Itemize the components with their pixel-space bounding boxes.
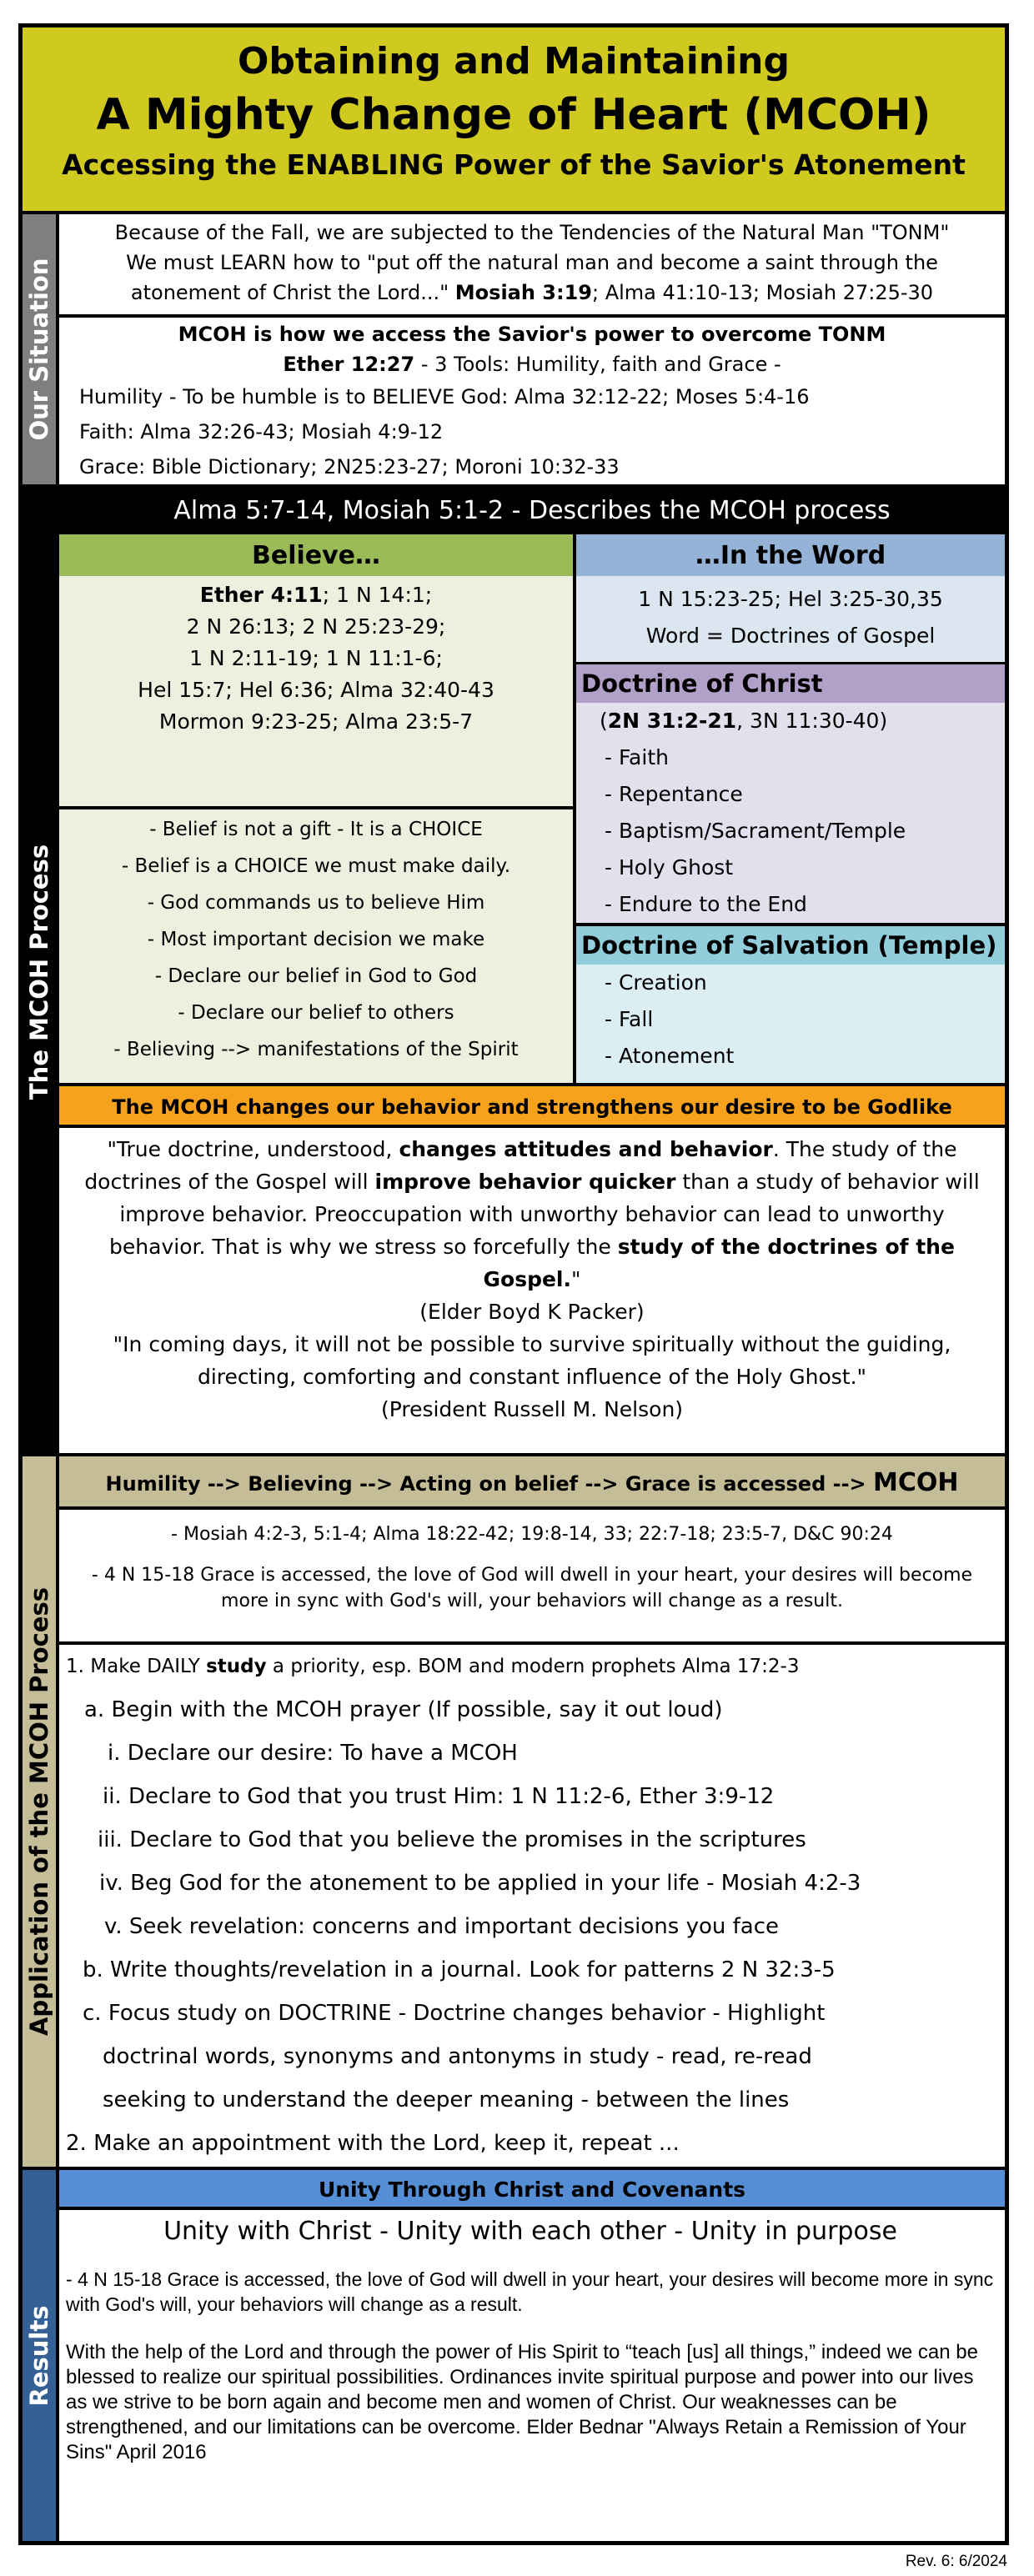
packer-attribution: (Elder Boyd K Packer) bbox=[419, 1300, 645, 1324]
step-c-line1: c. Focus study on DOCTRINE - Doctrine changes behavior - Highlight bbox=[83, 2001, 826, 2026]
faith-line: Faith: Alma 32:26-43; Mosiah 4:9-12 bbox=[79, 420, 444, 444]
bednar-quote: With the help of the Lord and through the power of His Spirit to “teach [us] all things,” indeed we can be blessed to realize our spiritual possibilities. Ordinances invite spiritual purpose and power into our lives as we strive to be born again and become men and women of Christ. Our weaknesses can be strengthened, and our limitations can be overcome. Elder Bednar "Always Retain a Remission of Your Sins" April 2016 bbox=[66, 2341, 978, 2463]
believe-header: Believe… bbox=[59, 534, 573, 576]
doctrine-of-christ-item: - Faith bbox=[605, 745, 669, 769]
situation-intro-line2: We must LEARN how to "put off the natural man and become a saint through the bbox=[126, 251, 938, 274]
step-i: i. Declare our desire: To have a MCOH bbox=[108, 1741, 518, 1766]
side-label-our-situation: Our Situation bbox=[23, 214, 59, 488]
mosiah-ref: Mosiah 3:19 bbox=[454, 281, 592, 304]
word-refs: 1 N 15:23-25; Hel 3:25-30,35 bbox=[638, 587, 943, 611]
belief-point: - Most important decision we make bbox=[147, 929, 485, 950]
unity-line: Unity with Christ - Unity with each other - Unity in purpose bbox=[163, 2217, 897, 2246]
belief-point: - God commands us to believe Him bbox=[147, 892, 485, 914]
page-frame bbox=[18, 23, 1009, 2545]
side-label-results: Results bbox=[23, 2170, 59, 2541]
word-column bbox=[576, 534, 1005, 1086]
step-c-line2: doctrinal words, synonyms and antonyms in study - read, re-read bbox=[103, 2044, 812, 2069]
doctrine-of-christ-item: - Holy Ghost bbox=[605, 855, 734, 880]
application-steps bbox=[59, 1645, 1005, 2170]
step-1: 1. Make DAILY study a priority, esp. BOM and modern prophets Alma 17:2-3 bbox=[66, 1656, 800, 1677]
humility-line: Humility - To be humble is to BELIEVE God: Alma 32:12-22; Moses 5:4-16 bbox=[79, 385, 810, 408]
application-refs: - Mosiah 4:2-3, 5:1-4; Alma 18:22-42; 19:8-14, 33; 22:7-18; 23:5-7, D&C 90:24 bbox=[171, 1524, 893, 1545]
side-label-application: Application of the MCOH Process bbox=[23, 1456, 59, 2170]
doctrine-of-salvation-header: Doctrine of Salvation (Temple) bbox=[576, 926, 1005, 965]
doctrine-of-christ-header: Doctrine of Christ bbox=[576, 664, 1005, 703]
nelson-attribution: (President Russell M. Nelson) bbox=[380, 1397, 684, 1421]
doctrine-of-christ-item: - Baptism/Sacrament/Temple bbox=[605, 819, 906, 843]
application-grace-note: - 4 N 15-18 Grace is accessed, the love of God will dwell in your heart, your desires will become more in sync with God's will, your behaviors will change as a result. bbox=[91, 1565, 973, 1611]
results-body bbox=[59, 2210, 1005, 2541]
step-ii: ii. Declare to God that you trust Him: 1 N 11:2-6, Ether 3:9-12 bbox=[103, 1784, 775, 1809]
situation-intro-line1: Because of the Fall, we are subjected to the Tendencies of the Natural Man "TONM" bbox=[114, 221, 950, 244]
step-b: b. Write thoughts/revelation in a journal. Look for patterns 2 N 32:3-5 bbox=[83, 1957, 836, 1982]
belief-point: - Declare our belief to others bbox=[178, 1002, 454, 1024]
word-header: …In the Word bbox=[576, 534, 1005, 576]
belief-point: - Believing --> manifestations of the Spirit bbox=[113, 1039, 519, 1060]
doctrine-of-christ-item: - Repentance bbox=[605, 782, 743, 806]
step-iv: iv. Beg God for the atonement to be applied in your life - Mosiah 4:2-3 bbox=[99, 1871, 861, 1896]
quotes-box bbox=[59, 1128, 1005, 1456]
believe-references: Ether 4:11; 1 N 14:1; 2 N 26:13; 2 N 25:23-29; 1 N 2:11-19; 1 N 11:1-6; Hel 15:7; Hel 6:36; Alma 32:40-43 Mormon 9:23-25; Alma 23:5-7 bbox=[138, 583, 494, 734]
results-grace-note: - 4 N 15-18 Grace is accessed, the love of God will dwell in your heart, your desires will become more in sync with God's will, your behaviors will change as a result. bbox=[66, 2268, 994, 2315]
step-iii: iii. Declare to God that you believe the promises in the scriptures bbox=[98, 1827, 806, 1852]
doctrine-of-christ-box bbox=[576, 703, 1005, 926]
situation-intro bbox=[59, 214, 1005, 314]
nelson-quote: "In coming days, it will not be possible to survive spiritually without the guiding, directing, comforting and constant influence of the Holy Ghost." bbox=[113, 1332, 951, 1389]
doctrine-of-salvation-item: - Creation bbox=[605, 970, 707, 995]
mcoh-heading: MCOH is how we access the Savior's power to overcome TONM bbox=[178, 323, 886, 346]
believe-column bbox=[59, 534, 576, 1086]
changes-banner: The MCOH changes our behavior and strengthens our desire to be Godlike bbox=[59, 1086, 1005, 1128]
page-header bbox=[23, 28, 1005, 214]
doctrine-of-salvation-item: - Atonement bbox=[605, 1044, 735, 1068]
page-subtitle: Accessing the ENABLING Power of the Savior's Atonement bbox=[62, 148, 966, 181]
process-banner: Alma 5:7-14, Mosiah 5:1-2 - Describes the MCOH process bbox=[59, 488, 1005, 534]
packer-quote: "True doctrine, understood, changes attitudes and behavior. The study of the doctrines of the Gospel will improve behavior quicker than a study of behavior will improve behavior. Preoccupation with unworthy behavior can lead to unworthy behavior. That is why we stress so forcefully the study of the doctrines of the Gospel." bbox=[84, 1137, 980, 1291]
situation-tools bbox=[59, 318, 1005, 488]
page-title-line1: Obtaining and Maintaining bbox=[238, 40, 790, 83]
step-c-line3: seeking to understand the deeper meaning - between the lines bbox=[103, 2087, 790, 2112]
word-box bbox=[576, 576, 1005, 664]
doctrine-of-salvation-box bbox=[576, 965, 1005, 1086]
results-banner: Unity Through Christ and Covenants bbox=[59, 2170, 1005, 2210]
situation-intro-line3: atonement of Christ the Lord..." Mosiah 3:19; Alma 41:10-13; Mosiah 27:25-30 bbox=[130, 281, 934, 304]
step-a: a. Begin with the MCOH prayer (If possible, say it out loud) bbox=[84, 1697, 723, 1722]
grace-line: Grace: Bible Dictionary; 2N25:23-27; Moroni 10:32-33 bbox=[79, 455, 620, 479]
doctrine-of-salvation-item: - Fall bbox=[605, 1007, 654, 1031]
belief-point: - Belief is a CHOICE we must make daily. bbox=[121, 855, 511, 877]
application-banner: Humility --> Believing --> Acting on belief --> Grace is accessed --> MCOH bbox=[59, 1456, 1005, 1510]
belief-points-list bbox=[59, 809, 573, 1068]
step-2: 2. Make an appointment with the Lord, keep it, repeat ... bbox=[66, 2131, 680, 2156]
revision-note: Rev. 6: 6/2024 bbox=[905, 2553, 1007, 2570]
word-definition: Word = Doctrines of Gospel bbox=[645, 624, 936, 648]
belief-point: - Belief is not a gift - It is a CHOICE bbox=[149, 819, 483, 840]
application-refs-box bbox=[59, 1510, 1005, 1645]
doctrine-of-christ-item: - Endure to the End bbox=[605, 892, 807, 916]
belief-point: - Declare our belief in God to God bbox=[154, 965, 478, 987]
step-v: v. Seek revelation: concerns and important decisions you face bbox=[104, 1914, 779, 1939]
page-title-line2: A Mighty Change of Heart (MCOH) bbox=[96, 90, 931, 140]
side-label-mcoh-process: The MCOH Process bbox=[23, 488, 59, 1456]
ether-line: Ether 12:27 - 3 Tools: Humility, faith and Grace - bbox=[283, 353, 781, 376]
doctrine-of-christ-refs: (2N 31:2-21, 3N 11:30-40) bbox=[600, 709, 888, 733]
